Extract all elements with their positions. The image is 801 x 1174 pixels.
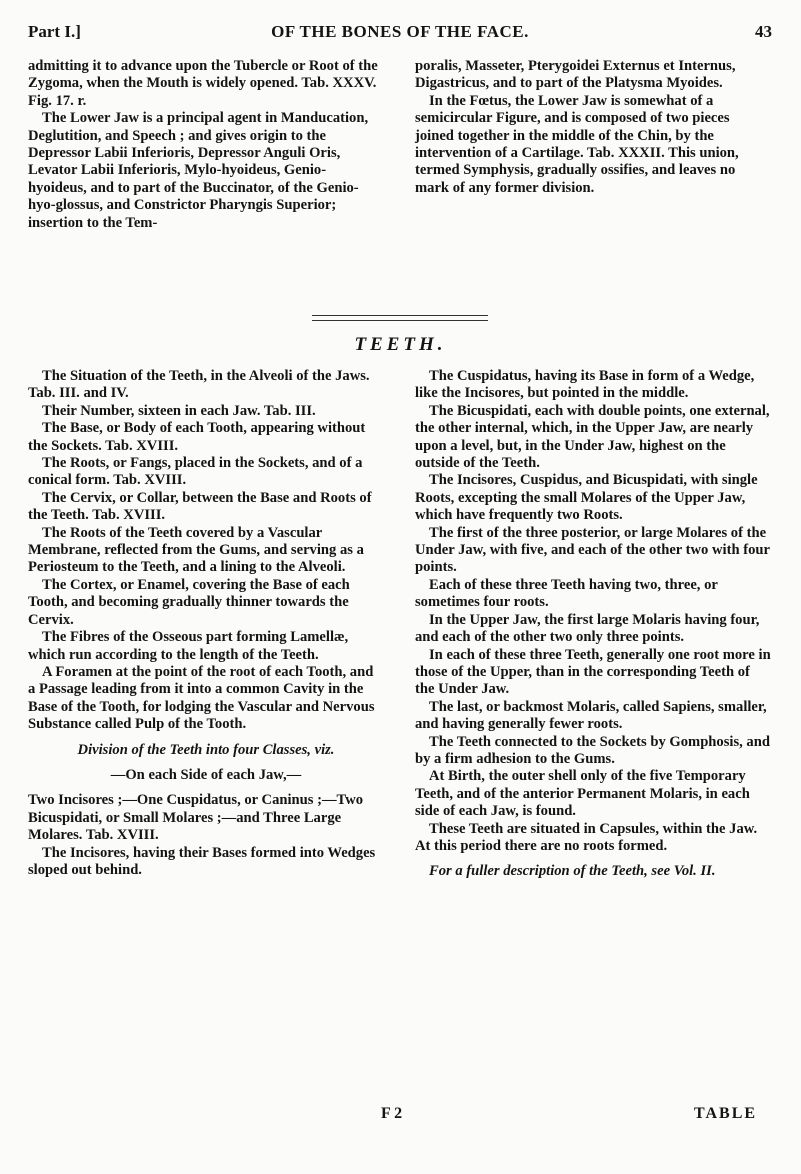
paragraph: The Roots of the Teeth covered by a Vascular Membrane, reflected from the Gums, and serving as a Periosteum to the Teeth, and a lining to the Alveoli. <box>28 524 364 576</box>
paragraph: In each of these three Teeth, generally one root more in those of the Upper, than in the corresponding Teeth of the Under Jaw. <box>415 646 771 698</box>
paragraph: The first of the three posterior, or large Molares of the Under Jaw, with five, and each of the other two with four points. <box>415 524 770 576</box>
bottom-left-column <box>28 368 384 879</box>
paragraph: The Bicuspidati, each with double points, one external, the other internal, which, in the Upper Jaw, are nearly upon a level, but, in the Under Jaw, highest on the outside of the Teeth. <box>415 402 770 472</box>
paragraph: The Situation of the Teeth, in the Alveoli of the Jaws. Tab. III. and IV. <box>28 368 370 402</box>
paragraph: In the Upper Jaw, the first large Molaris having four, and each of the other two only three points. <box>415 611 760 646</box>
paragraph: The Cuspidatus, having its Base in form of a Wedge, like the Incisores, but pointed in the middle. <box>415 368 755 402</box>
paragraph: The Incisores, Cuspidus, and Bicuspidati, with single Roots, excepting the small Molares of the Upper Jaw, which have frequently two Roots. <box>415 472 758 524</box>
top-left-column <box>28 58 384 232</box>
paragraph: In the Fœtus, the Lower Jaw is somewhat of a semicircular Figure, and is composed of two pieces joined together in the middle of the Chin, by the intervention of a Cartilage. Tab. XXXII. This union, termed Symphysis, gradually ossifies, and leaves no mark of any former division. <box>415 92 739 196</box>
paragraph: At Birth, the outer shell only of the five Temporary Teeth, and of the anterior Permanent Molaris, in each side of each Jaw, is found. <box>415 768 750 820</box>
paragraph: A Foramen at the point of the root of each Tooth, and a Passage leading from it into a common Cavity in the Base of the Tooth, for lodging the Vascular and Nervous Substance called Pulp of the Tooth. <box>28 663 375 733</box>
closing-note: For a fuller description of the Teeth, see Vol. II. <box>429 863 716 880</box>
paragraph: These Teeth are situated in Capsules, within the Jaw. At this period there are no roots formed. <box>415 820 758 854</box>
catchword: TABLE <box>694 1105 758 1122</box>
paragraph: Their Number, sixteen in each Jaw. Tab. III. <box>42 402 316 419</box>
part-label: Part I.] <box>28 22 81 41</box>
paragraph: The Fibres of the Osseous part forming Lamellæ, which run according to the length of the Teeth. <box>28 629 349 663</box>
paragraph: The Base, or Body of each Tooth, appearing without the Sockets. Tab. XVIII. <box>28 420 366 454</box>
paragraph: The Cortex, or Enamel, covering the Base of each Tooth, and becoming gradually thinner towards the Cervix. <box>28 576 350 628</box>
division-heading: Division of the Teeth into four Classes, viz. <box>77 741 335 758</box>
section-divider <box>312 315 488 321</box>
section-title: TEETH. <box>354 334 447 355</box>
paragraph: The Cervix, or Collar, between the Base and Roots of the Teeth. Tab. XVIII. <box>28 489 372 524</box>
paragraph: Each of these three Teeth having two, three, or sometimes four roots. <box>415 576 718 611</box>
paragraph: The Teeth connected to the Sockets by Gomphosis, and by a firm adhesion to the Gums. <box>415 733 770 767</box>
bottom-right-column <box>415 368 771 881</box>
page-header <box>28 22 772 52</box>
paragraph: admitting it to advance upon the Tubercle or Root of the Zygoma, when the Mouth is widely opened. Tab. XXXV. Fig. 17. r. <box>28 58 378 109</box>
division-subheading: —On each Side of each Jaw,— <box>110 766 302 783</box>
signature-mark: F 2 <box>381 1105 403 1122</box>
running-title: OF THE BONES OF THE FACE. <box>271 22 529 41</box>
paragraph: The last, or backmost Molaris, called Sapiens, smaller, and having generally fewer roots. <box>415 698 767 733</box>
paragraph: The Roots, or Fangs, placed in the Sockets, and of a conical form. Tab. XVIII. <box>28 455 363 489</box>
paragraph: poralis, Masseter, Pterygoidei Externus et Internus, Digastricus, and to part of the Platysma Myoides. <box>415 58 736 92</box>
paragraph: The Incisores, having their Bases formed into Wedges sloped out behind. <box>28 844 376 878</box>
paragraph: Two Incisores ;—One Cuspidatus, or Caninus ;—Two Bicuspidati, or Small Molares ;—and Three Large Molares. Tab. XVIII. <box>28 792 364 844</box>
paragraph: The Lower Jaw is a principal agent in Manducation, Deglutition, and Speech ; and gives origin to the Depressor Labii Inferioris, Depressor Anguli Oris, Levator Labii Inferioris, Mylo-hyoideus, Genio-hyoideus, and to part of the Buccinator, of the Genio-hyo-glossus, and Constrictor Pharyngis Superior; insertion to the Tem- <box>28 110 369 231</box>
top-right-column <box>415 58 771 197</box>
page-number: 43 <box>755 22 772 41</box>
